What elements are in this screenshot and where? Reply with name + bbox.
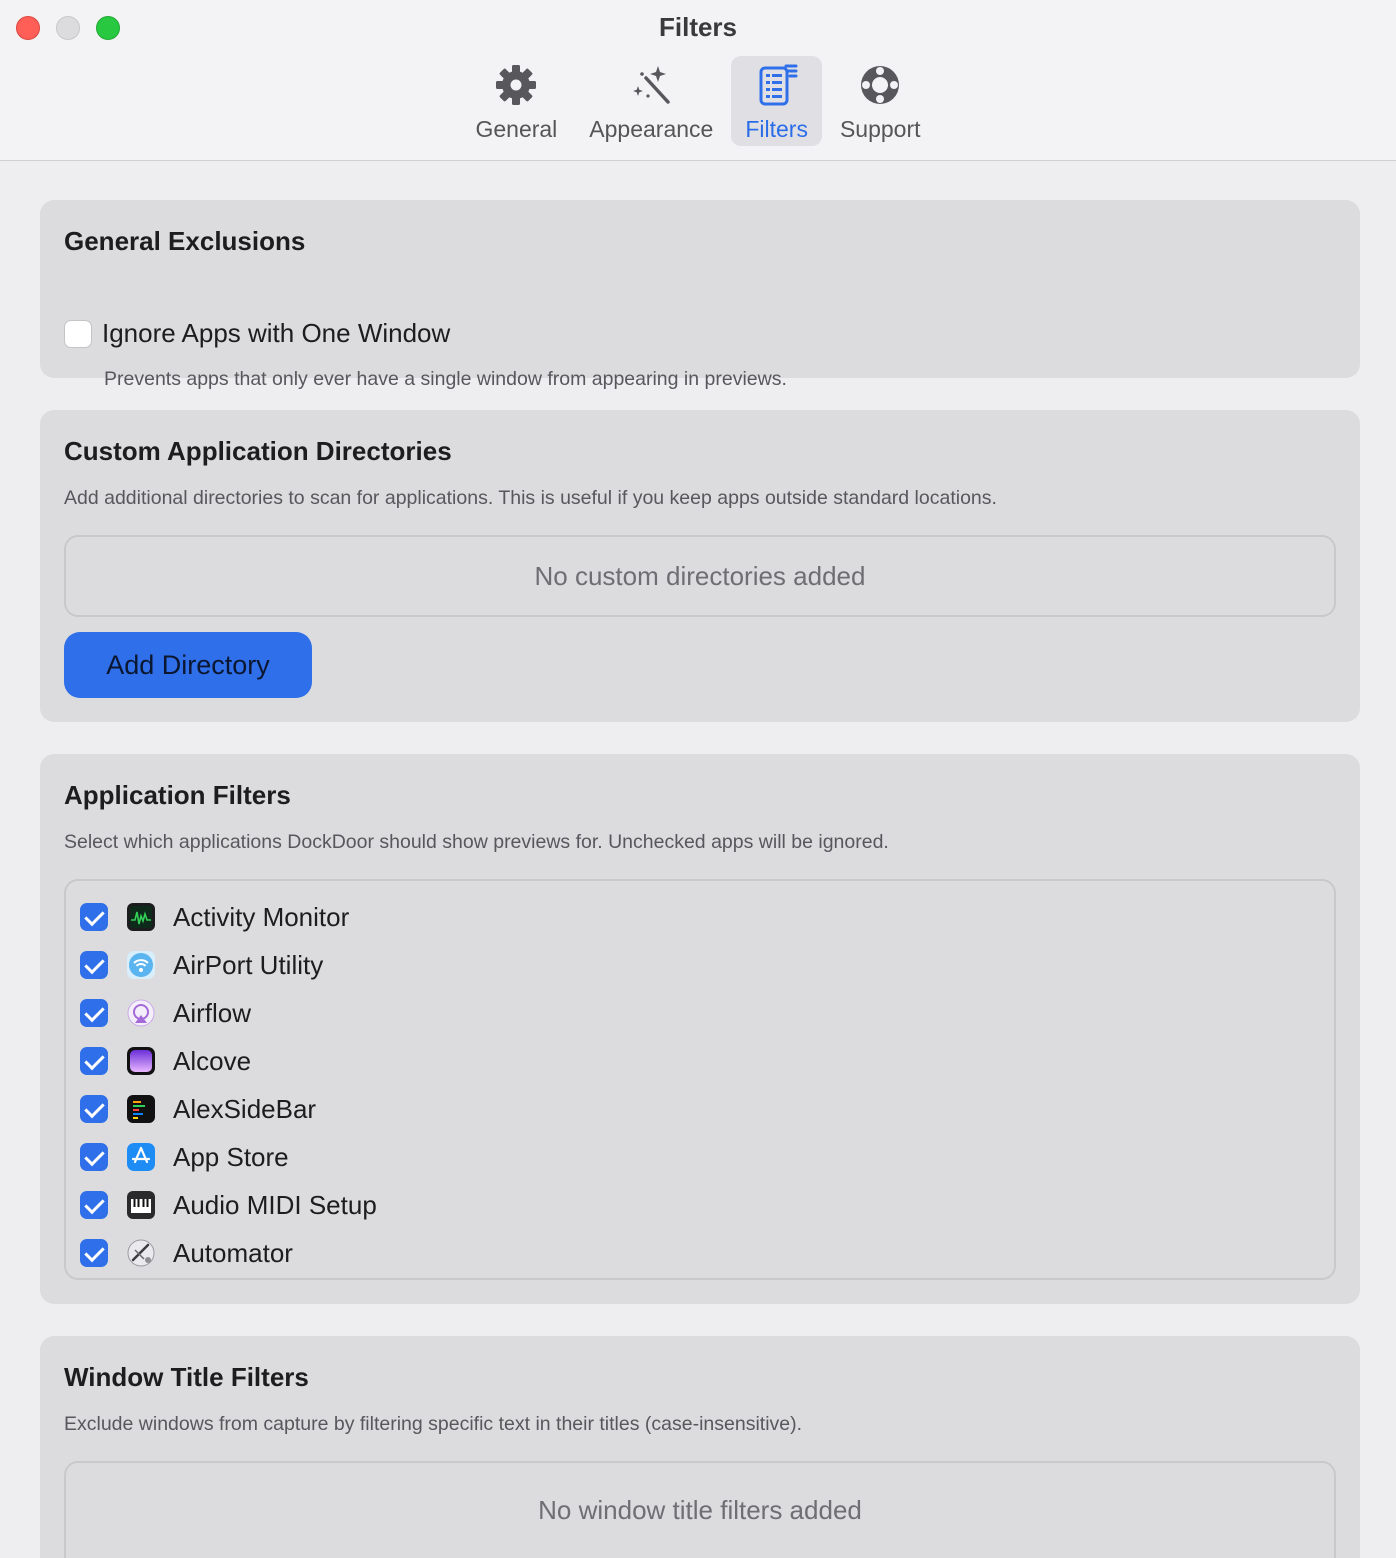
option-description: Prevents apps that only ever have a single window from appearing in previews.	[104, 368, 787, 390]
list-item[interactable]	[80, 993, 251, 1033]
tab-support[interactable]	[826, 56, 935, 146]
app-name: Audio MIDI Setup	[173, 1189, 377, 1220]
ignore-single-window-checkbox[interactable]	[64, 320, 92, 348]
general-exclusions-section	[40, 200, 1360, 390]
alcove-icon	[126, 1046, 156, 1076]
alexsidebar-icon	[126, 1094, 156, 1124]
lifebuoy-icon	[857, 62, 903, 108]
list-item[interactable]	[80, 1089, 316, 1129]
tab-general[interactable]	[461, 56, 571, 146]
app-store-icon	[126, 1142, 156, 1172]
list-item[interactable]	[80, 1041, 251, 1081]
application-list[interactable]	[64, 879, 1336, 1280]
airflow-icon	[126, 998, 156, 1028]
filter-list-icon	[754, 62, 800, 108]
app-name: AirPort Utility	[173, 949, 324, 980]
section-description: Select which applications DockDoor should show previews for. Unchecked apps will be ignored.	[64, 831, 889, 853]
app-name: Activity Monitor	[173, 901, 350, 932]
tab-label: General	[475, 116, 558, 142]
section-title: Window Title Filters	[64, 1362, 309, 1392]
gear-icon	[493, 62, 539, 108]
application-filters-section	[40, 754, 1360, 1304]
app-name: App Store	[173, 1141, 289, 1172]
audio-midi-setup-icon	[126, 1190, 156, 1220]
app-checkbox[interactable]	[80, 951, 108, 979]
tab-label: Support	[839, 116, 921, 142]
app-name: AlexSideBar	[173, 1093, 317, 1124]
activity-monitor-icon	[126, 902, 156, 932]
settings-content[interactable]	[0, 161, 1396, 1558]
app-checkbox[interactable]	[80, 1239, 108, 1267]
directory-list	[64, 535, 1336, 617]
tab-filters[interactable]	[731, 56, 822, 146]
section-title: Custom Application Directories	[64, 436, 452, 466]
list-item[interactable]	[80, 897, 349, 937]
title-bar	[0, 0, 1396, 161]
section-description: Add additional directories to scan for applications. This is useful if you keep apps outside standard locations.	[64, 487, 997, 509]
app-checkbox[interactable]	[80, 903, 108, 931]
window-title: Filters	[658, 12, 738, 42]
app-checkbox[interactable]	[80, 999, 108, 1027]
app-checkbox[interactable]	[80, 1095, 108, 1123]
app-name: Airflow	[173, 997, 252, 1028]
airport-utility-icon	[126, 950, 156, 980]
list-item[interactable]	[80, 1185, 377, 1225]
ignore-single-window-label[interactable]: Ignore Apps with One Window	[102, 318, 451, 348]
app-name: Automator	[173, 1237, 293, 1268]
title-filter-list	[64, 1461, 1336, 1558]
app-checkbox[interactable]	[80, 1047, 108, 1075]
magic-wand-icon	[628, 62, 674, 108]
section-title: Application Filters	[64, 780, 291, 810]
section-title: General Exclusions	[64, 226, 306, 256]
app-name: Alcove	[173, 1045, 252, 1076]
empty-directories-message: No custom directories added	[534, 561, 866, 591]
list-item[interactable]	[80, 945, 323, 985]
tab-appearance[interactable]	[575, 56, 727, 146]
list-item[interactable]	[80, 1137, 289, 1177]
app-checkbox[interactable]	[80, 1191, 108, 1219]
tab-label: Appearance	[589, 116, 714, 142]
window-title-filters-section	[40, 1336, 1360, 1558]
list-item[interactable]	[80, 1233, 293, 1273]
toolbar-tabs	[0, 56, 1396, 146]
custom-directories-section	[40, 410, 1360, 722]
add-directory-button[interactable]: Add Directory	[64, 632, 312, 698]
empty-title-filters-message: No window title filters added	[538, 1495, 862, 1525]
section-description: Exclude windows from capture by filtering specific text in their titles (case-insensitive).	[64, 1413, 803, 1435]
automator-icon	[126, 1238, 156, 1268]
app-checkbox[interactable]	[80, 1143, 108, 1171]
tab-label: Filters	[745, 116, 808, 142]
